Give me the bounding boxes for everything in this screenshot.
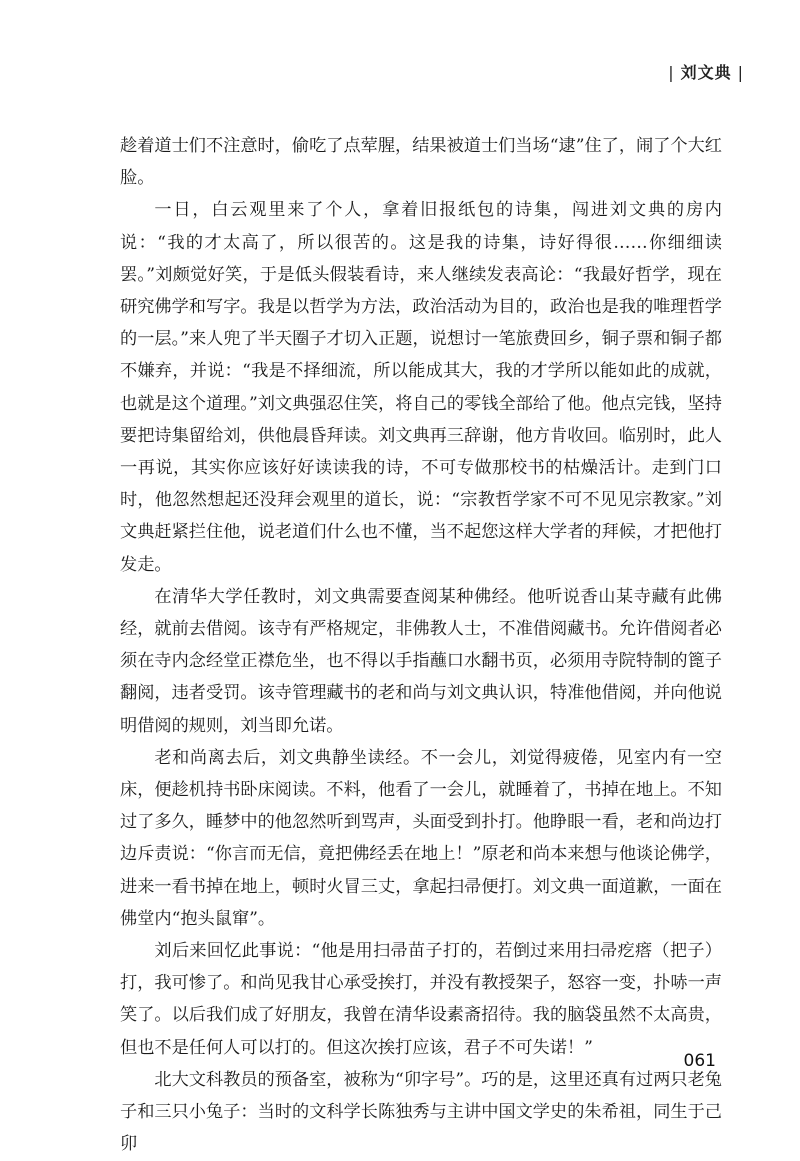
paragraph-continued: 趁着道士们不注意时，偷吃了点荤腥，结果被道士们当场“逮”住了，闹了个大红脸。 — [120, 136, 722, 189]
header-left-bar: | — [668, 63, 675, 82]
paragraph: 一日，白云观里来了个人，拿着旧报纸包的诗集，闯进刘文典的房内说：“我的才太高了，所以很苦的。这是我的诗集，诗好得很……你细细读罢。”刘颇觉好笑，于是低头假装看诗，来人继续发表高论：“我最好哲学，现在研究佛学和写字。我是以哲学为方法，政治活动为目的，政治也是我的唯理哲学的一层。”来人兜了半天圈子才切入正题，说想讨一笔旅费回乡，铜子票和铜子都不嫌弃，并说：“我是不择细流，所以能成其大，我的才学所以能如此的成就，也就是这个道理。”刘文典强忍住笑，将自己的零钱全部给了他。他点完钱，坚持要把诗集留给刘，供他晨昏拜读。刘文典再三辞谢，他方肯收回。临别时，此人一再说，其实你应该好好读读我的诗，不可专做那校书的枯燥活计。走到门口时，他忽然想起还没拜会观里的道长，说：“宗教哲学家不可不见见宗教家。”刘文典赶紧拦住他，说老道们什么也不懂，当不起您这样大学者的拜候，才把他打发走。 — [120, 200, 722, 575]
paragraph: 北大文科教员的预备室，被称为“卯字号”。巧的是，这里还真有过两只老兔子和三只小兔子：当时的文科学长陈独秀与主讲中国文学史的朱希祖，同生于己卯 — [120, 1069, 722, 1155]
chapter-title: 刘文典 — [680, 63, 732, 82]
paragraph: 在清华大学任教时，刘文典需要查阅某种佛经。他听说香山某寺藏有此佛经，就前去借阅。该寺有严格规定，非佛教人士，不准借阅藏书。允许借阅者必须在寺内念经堂正襟危坐，也不得以手指蘸口水翻书页，必须用寺院特制的篦子翻阅，违者受罚。该寺管理藏书的老和尚与刘文典认识，特准他借阅，并向他说明借阅的规则，刘当即允诺。 — [120, 586, 722, 736]
running-header — [662, 60, 750, 83]
paragraph: 刘后来回忆此事说：“他是用扫帚苗子打的，若倒过来用扫帚疙瘩（把子）打，我可惨了。和尚见我甘心承受挨打，并没有教授架子，怒容一变，扑哧一声笑了。以后我们成了好朋友，我曾在清华设素斋招待。我的脑袋虽然不太高贵，但也不是任何人可以打的。但这次挨打应该，君子不可失诺！” — [120, 941, 722, 1058]
body-text — [120, 130, 722, 1161]
header-right-bar: | — [737, 63, 744, 82]
paragraph: 老和尚离去后，刘文典静坐读经。不一会儿，刘觉得疲倦，见室内有一空床，便趁机持书卧床阅读。不料，他看了一会儿，就睡着了，书掉在地上。不知过了多久，睡梦中的他忽然听到骂声，头面受到扑打。他睁眼一看，老和尚边打边斥责说：“你言而无信，竟把佛经丢在地上！”原老和尚本来想与他谈论佛学，进来一看书掉在地上，顿时火冒三丈，拿起扫帚便打。刘文典一面道歉，一面在佛堂内“抱头鼠窜”。 — [120, 747, 722, 929]
page-number: 061 — [683, 1051, 716, 1071]
